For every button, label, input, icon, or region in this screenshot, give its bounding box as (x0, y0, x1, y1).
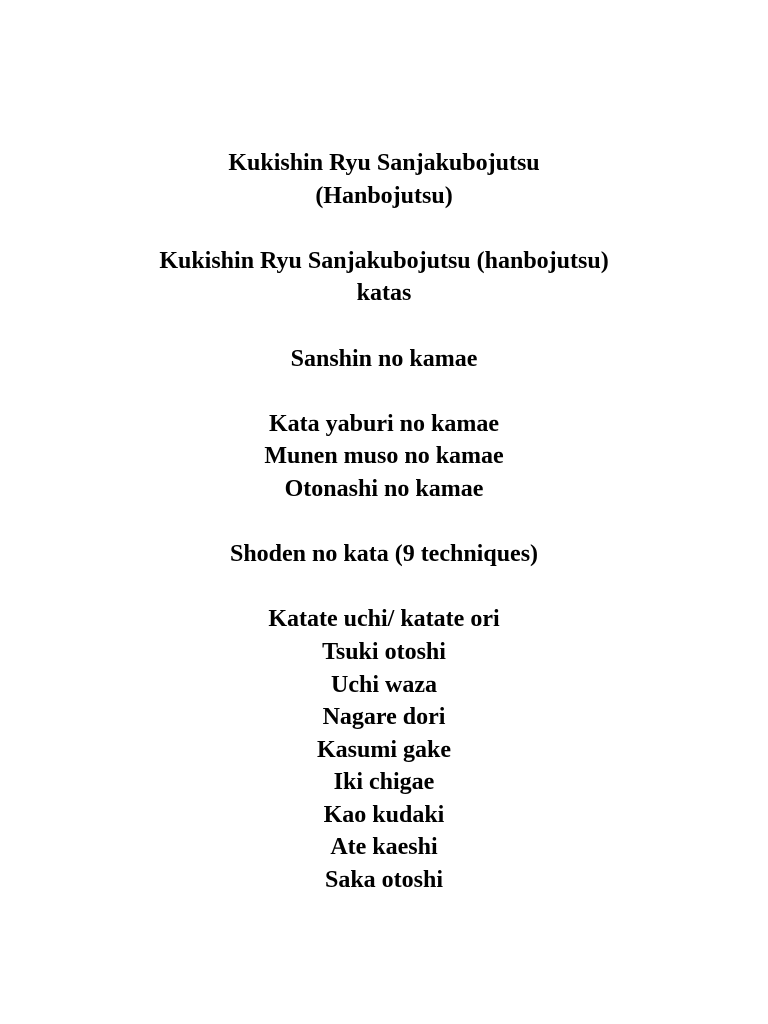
shoden-section (0, 538, 768, 571)
document-subtitle (0, 245, 768, 310)
title-line-2: (Hanbojutsu) (315, 182, 453, 209)
shoden-heading: Shoden no kata (9 techniques) (229, 541, 539, 568)
spacer (0, 212, 768, 245)
list-item: Iki chigae (333, 769, 435, 796)
document-body (0, 147, 768, 897)
spacer (0, 506, 768, 539)
list-item: Kao kudaki (323, 801, 445, 828)
spacer (0, 310, 768, 343)
list-item: Uchi waza (331, 671, 437, 698)
title-line-1: Kukishin Ryu Sanjakubojutsu (228, 150, 540, 176)
list-item: Munen muso no kamae (264, 443, 504, 470)
list-item: Tsuki otoshi (322, 638, 446, 665)
sanshin-section (0, 343, 768, 376)
list-item: Nagare dori (322, 704, 446, 731)
spacer (0, 571, 768, 604)
list-item: Kasumi gake (316, 736, 451, 763)
subtitle-line-1: Kukishin Ryu Sanjakubojutsu (hanbojutsu) (159, 247, 609, 274)
list-item: Kata yaburi no kamae (268, 410, 499, 437)
list-item: Ate kaeshi (330, 834, 438, 861)
technique-list (0, 603, 768, 896)
list-item: Otonashi no kamae (284, 475, 484, 502)
list-item: Saka otoshi (324, 867, 444, 894)
sanshin-heading: Sanshin no kamae (290, 345, 478, 372)
list-item: Katate uchi/ katate ori (268, 606, 500, 633)
document-title (0, 147, 768, 212)
spacer (0, 375, 768, 408)
kamae-list (0, 408, 768, 506)
subtitle-line-2: katas (356, 280, 412, 307)
